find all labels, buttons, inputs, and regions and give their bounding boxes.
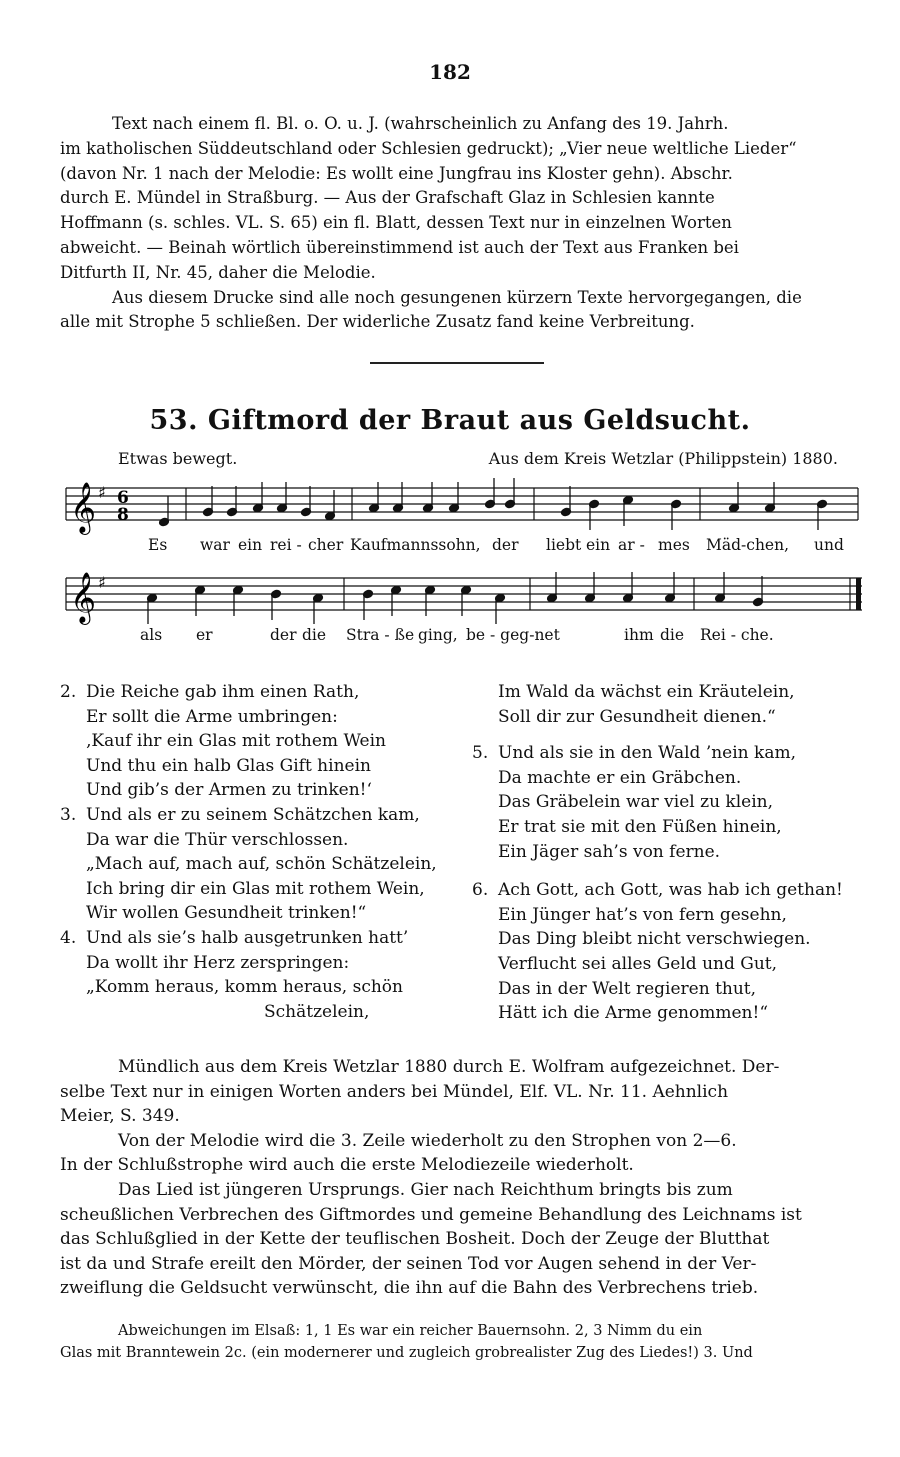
intro-line: (davon Nr. 1 nach der Melodie: Es wollt eine Jungfrau ins Kloster gehn). Abschr.	[60, 163, 733, 183]
commentary-line: das Schlußglied in der Kette der teuflischen Bosheit. Doch der Zeuge der Blutthat	[60, 1229, 770, 1250]
section-divider	[370, 362, 544, 364]
commentary-line: In der Schlußstrophe wird auch die erste Melodiezeile wiederholt.	[60, 1155, 634, 1176]
commentary-line: ist da und Strafe ereilt den Mörder, der seinen Tod vor Augen sehend in der Ver-	[60, 1253, 757, 1274]
lyrics-line-2	[0, 626, 900, 648]
time-signature-bottom: 8	[117, 505, 129, 525]
tempo-marking: Etwas bewegt.	[118, 449, 238, 468]
verse-line: Und gib’s der Armen zu trinken!‘	[86, 780, 372, 801]
intro-line: im katholischen Süddeutschland oder Schlesien gedruckt); „Vier neue weltliche Lieder“	[60, 138, 797, 158]
verse-line: Im Wald da wächst ein Kräutelein,	[498, 682, 795, 702]
commentary-line: Meier, S. 349.	[60, 1106, 180, 1127]
lyric-syllable: Kaufmannssohn,	[350, 536, 481, 554]
time-signature-top: 6	[117, 488, 129, 508]
lyric-syllable: cher	[308, 536, 344, 554]
lyric-syllable: Es	[148, 536, 168, 554]
verse-line: Ein Jäger sah’s von ferne.	[498, 841, 721, 862]
verse-line: Er trat sie mit den Füßen hinein,	[498, 816, 782, 837]
lyric-syllable: Stra - ße	[346, 626, 415, 644]
verse-line: Schätzelein,	[264, 1001, 370, 1022]
lyric-syllable: liebt	[546, 536, 582, 554]
footnote-line: Glas mit Branntewein 2c. (ein modernerer und zugleich grobrealister Zug des Liedes!) 3. Und	[60, 1345, 753, 1361]
verses-left-column	[60, 680, 437, 1024]
intro-line: Aus diesem Drucke sind alle noch gesungenen kürzern Texte hervorgegangen, die	[112, 287, 802, 307]
verse-line: ‚Kauf ihr ein Glas mit rothem Wein	[86, 731, 386, 752]
lyrics-line-1	[0, 536, 900, 558]
verse-line	[60, 926, 437, 951]
verse-line: Da machte er ein Gräbchen.	[498, 767, 742, 788]
commentary-line: Mündlich aus dem Kreis Wetzlar 1880 durch E. Wolfram aufgezeichnet. Der-	[118, 1057, 780, 1077]
intro-text	[60, 112, 842, 335]
lyric-syllable: war	[200, 536, 230, 554]
verse-line: Das in der Welt regieren thut,	[498, 978, 757, 999]
verse-number: 3.	[60, 804, 77, 825]
commentary-line: Das Lied ist jüngeren Ursprungs. Gier nach Reichthum bringts bis zum	[118, 1179, 733, 1200]
verse-number: 6.	[472, 880, 489, 901]
verse-text: Und als sie in den Wald ’nein kam,	[498, 743, 796, 764]
lyric-syllable: ihm	[624, 626, 654, 644]
verse-line: Er sollt die Arme umbringen:	[86, 706, 338, 727]
intro-line: durch E. Mündel in Straßburg. — Aus der Grafschaft Glaz in Schlesien kannte	[60, 188, 715, 208]
verse-line	[60, 803, 437, 828]
lyric-syllable: mes	[658, 536, 690, 554]
verse-line	[472, 741, 843, 766]
verse-number: 4.	[60, 927, 77, 948]
key-sharp-icon: ♯	[98, 573, 106, 592]
intro-line: Text nach einem fl. Bl. o. O. u. J. (wahrscheinlich zu Anfang des 19. Jahrh.	[112, 114, 729, 133]
lyric-syllable: und	[814, 536, 844, 554]
verse-number: 5.	[472, 743, 489, 764]
song-source: Aus dem Kreis Wetzlar (Philippstein) 1880.	[488, 449, 838, 468]
commentary-line: scheußlichen Verbrechen des Giftmordes und gemeine Behandlung des Leichnams ist	[60, 1204, 802, 1225]
music-staff-2	[0, 560, 900, 630]
verse-line: Ein Jünger hat’s von fern gesehn,	[498, 904, 787, 925]
lyric-syllable: ein	[586, 536, 611, 554]
verse-line: Das Gräbelein war viel zu klein,	[498, 792, 774, 813]
verses-right-column	[472, 680, 843, 1026]
verse-line: Soll dir zur Gesundheit dienen.“	[498, 706, 776, 727]
lyric-syllable: rei -	[270, 536, 302, 554]
verse-line: Verflucht sei alles Geld und Gut,	[498, 953, 778, 974]
lyric-syllable: ein	[238, 536, 263, 554]
commentary-line: zweiflung die Geldsucht verwünscht, die ihn auf die Bahn des Verbrechens trieb.	[60, 1278, 759, 1299]
lyric-syllable: ging,	[418, 626, 458, 644]
verse-line: Ich bring dir ein Glas mit rothem Wein,	[86, 878, 425, 899]
verse-line: „Komm heraus, komm heraus, schön	[86, 977, 403, 998]
footnote-line: Abweichungen im Elsaß: 1, 1 Es war ein reicher Bauernsohn. 2, 3 Nimm du ein	[118, 1323, 703, 1339]
verse-line: Und thu ein halb Glas Gift hinein	[86, 755, 371, 776]
intro-line: Ditfurth II, Nr. 45, daher die Melodie.	[60, 262, 376, 282]
verse-line: Das Ding bleibt nicht verschwiegen.	[498, 929, 811, 950]
lyric-syllable: der	[492, 536, 519, 554]
page-number: 182	[429, 60, 471, 84]
lyric-syllable: die	[660, 626, 685, 644]
lyric-syllable: die	[302, 626, 327, 644]
commentary-text	[60, 1055, 842, 1301]
lyric-syllable: Rei - che.	[700, 626, 774, 644]
verse-line: Hätt ich die Arme genommen!“	[498, 1003, 769, 1024]
lyric-syllable: der	[270, 626, 297, 644]
song-title: 53. Giftmord der Braut aus Geldsucht.	[149, 405, 751, 436]
lyric-syllable: als	[140, 626, 163, 644]
commentary-line: selbe Text nur in einigen Worten anders bei Mündel, Elf. VL. Nr. 11. Aehnlich	[60, 1081, 729, 1102]
lyric-syllable: er	[196, 626, 213, 644]
commentary-line: Von der Melodie wird die 3. Zeile wiederholt zu den Strophen von 2—6.	[118, 1130, 737, 1151]
music-staff-1	[0, 470, 900, 540]
verse-text: Ach Gott, ach Gott, was hab ich gethan!	[498, 880, 843, 901]
verse-line	[472, 878, 843, 903]
verse-line: Da war die Thür verschlossen.	[86, 829, 349, 850]
verse-line	[60, 680, 437, 705]
intro-line: abweicht. — Beinah wörtlich übereinstimmend ist auch der Text aus Franken bei	[60, 237, 739, 257]
intro-line: alle mit Strophe 5 schließen. Der widerliche Zusatz fand keine Verbreitung.	[60, 312, 695, 332]
footnote	[60, 1320, 850, 1364]
treble-clef-icon: 𝄞	[70, 572, 97, 623]
verse-text: Und als sie’s halb ausgetrunken hatt’	[86, 927, 409, 948]
lyric-syllable: be - geg-net	[466, 626, 560, 644]
lyric-syllable: Mäd-chen,	[706, 536, 790, 554]
key-sharp-icon: ♯	[98, 483, 106, 502]
verse-line: Da wollt ihr Herz zerspringen:	[86, 952, 350, 973]
verse-number: 2.	[60, 682, 77, 702]
verse-line: „Mach auf, mach auf, schön Schätzelein,	[86, 854, 437, 875]
lyric-syllable: ar -	[618, 536, 645, 554]
treble-clef-icon: 𝄞	[70, 482, 97, 533]
verse-text: Die Reiche gab ihm einen Rath,	[86, 682, 360, 702]
verse-text: Und als er zu seinem Schätzchen kam,	[86, 804, 420, 825]
intro-line: Hoffmann (s. schles. VL. S. 65) ein fl. Blatt, dessen Text nur in einzelnen Worten	[60, 213, 732, 233]
verse-line: Wir wollen Gesundheit trinken!“	[86, 903, 367, 924]
